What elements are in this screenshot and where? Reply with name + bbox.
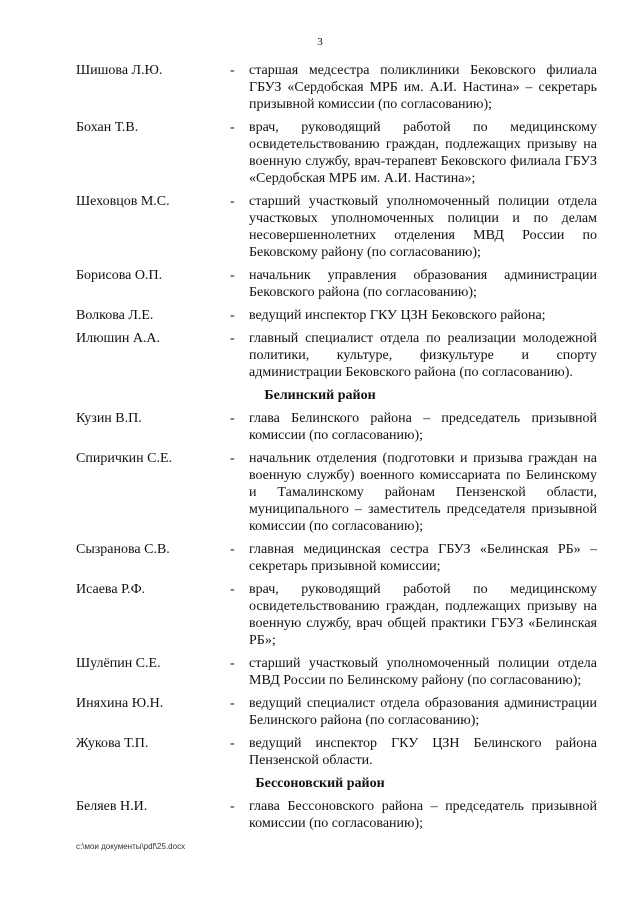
list-item [0,267,640,301]
person-name: Волкова Л.Е. [76,308,154,323]
list-item [0,307,640,324]
dash-separator: - [230,542,235,557]
section-heading-bessonovsky: Бессоновский район [255,776,385,791]
person-role: ведущий специалист отдела образования администрации Белинского района (по согласованию); [249,696,597,728]
dash-separator: - [230,411,235,426]
person-role: врач, руководящий работой по медицинскому освидетельствованию граждан, подлежащих призыву на военную службу, врач-терапевт Бековского филиала ГБУЗ «Сердобская МРБ им. А.И. Настина»; [249,120,597,186]
dash-separator: - [230,451,235,466]
footer-file-path: c:\мои документы\pdf\25.docx [76,842,186,851]
list-item [0,410,640,444]
person-role: врач, руководящий работой по медицинскому освидетельствованию граждан, подлежащих призыву на военную службу, врач общей практики ГБУЗ «Белинская РБ»; [249,582,597,648]
person-role: ведущий инспектор ГКУ ЦЗН Бековского района; [249,308,546,323]
list-item [0,581,640,649]
person-name: Кузин В.П. [76,411,142,426]
section-heading-belinsky: Белинский район [264,388,376,403]
dash-separator: - [230,696,235,711]
dash-separator: - [230,582,235,597]
person-name: Сызранова С.В. [76,542,170,557]
person-role: ведущий инспектор ГКУ ЦЗН Белинского района Пензенской области. [249,736,597,768]
list-item [0,119,640,187]
list-item [0,735,640,769]
person-name: Борисова О.П. [76,268,163,283]
person-name: Беляев Н.И. [76,799,148,814]
list-item [0,62,640,113]
person-role: старшая медсестра поликлиники Бековского филиала ГБУЗ «Сердобская МРБ им. А.И. Настина» – секретарь призывной комиссии (по согласованию); [249,63,597,112]
person-role: начальник управления образования администрации Бековского района (по согласованию); [249,268,597,300]
person-name: Бохан Т.В. [76,120,139,135]
dash-separator: - [230,331,235,346]
person-name: Иняхина Ю.Н. [76,696,164,711]
dash-separator: - [230,656,235,671]
list-item [0,450,640,535]
list-item [0,541,640,575]
person-name: Жукова Т.П. [76,736,149,751]
dash-separator: - [230,308,235,323]
person-name: Шеховцов М.С. [76,194,170,209]
list-item [0,193,640,261]
person-role: главный специалист отдела по реализации молодежной политики, культуре, физкультуре и спорту администрации Бековского района (по согласованию). [249,331,597,380]
list-item [0,655,640,689]
person-role: старший участковый уполномоченный полиции отдела участковых уполномоченных полиции и по делам несовершеннолетних отделения МВД России по Бековскому району (по согласованию); [249,194,597,260]
person-role: глава Бессоновского района – председатель призывной комиссии (по согласованию); [249,799,597,831]
person-name: Шишова Л.Ю. [76,63,163,78]
person-role: начальник отделения (подготовки и призыва граждан на военную службу) военного комиссариата по Белинскому и Тамалинскому районам Пензенской области, муниципального – заместитель председателя призывной комиссии (по согласованию); [249,451,597,534]
list-item [0,695,640,729]
person-role: старший участковый уполномоченный полиции отдела МВД России по Белинскому району (по согласованию); [249,656,597,688]
person-name: Спиричкин С.Е. [76,451,173,466]
dash-separator: - [230,63,235,78]
dash-separator: - [230,268,235,283]
person-role: главная медицинская сестра ГБУЗ «Белинская РБ» – секретарь призывной комиссии; [249,542,597,574]
dash-separator: - [230,799,235,814]
dash-separator: - [230,736,235,751]
person-name: Шулёпин С.Е. [76,656,161,671]
person-name: Илюшин А.А. [76,331,161,346]
list-item [0,798,640,832]
list-item [0,330,640,381]
dash-separator: - [230,194,235,209]
person-name: Исаева Р.Ф. [76,582,146,597]
dash-separator: - [230,120,235,135]
document-body [0,62,640,838]
page-number: 3 [317,36,323,48]
person-role: глава Белинского района – председатель призывной комиссии (по согласованию); [249,411,597,443]
